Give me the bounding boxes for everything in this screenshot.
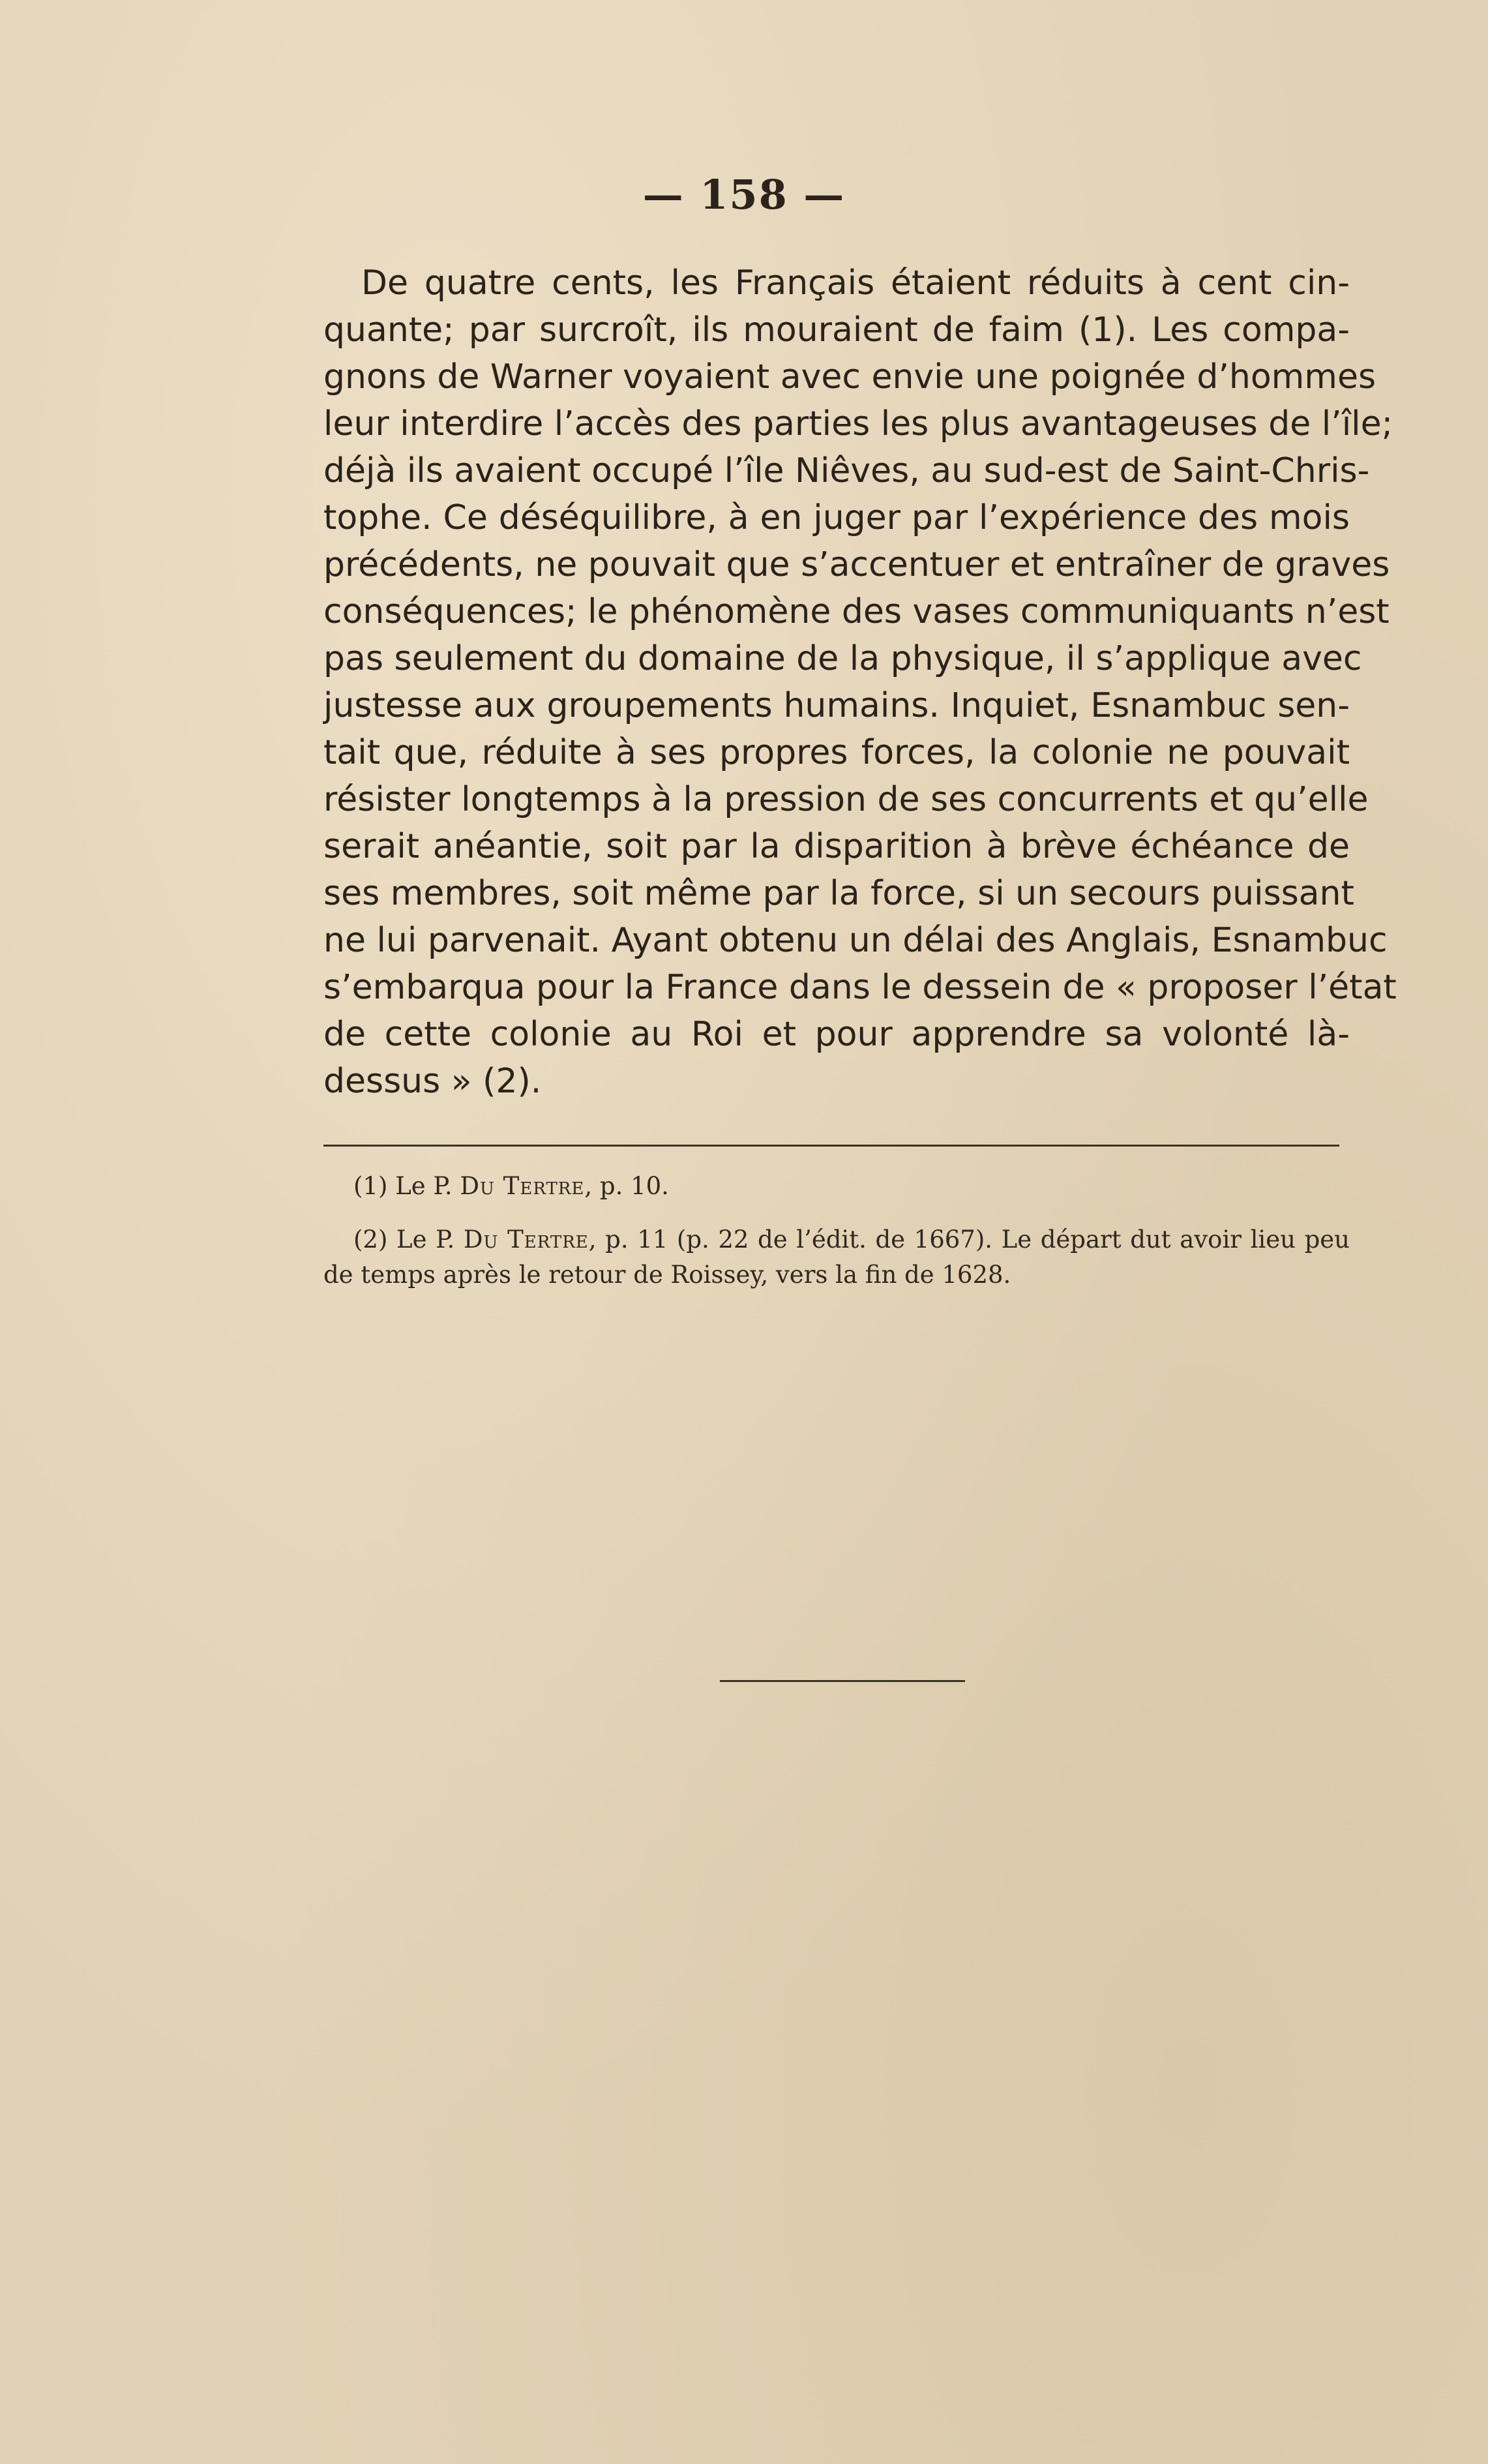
body-line: leur interdire l’accès des parties les plus avantageuses de l’île; <box>323 404 1393 443</box>
body-line: serait anéantie, soit par la disparition à brève échéance de <box>323 827 1350 866</box>
body-line: s’embarqua pour la France dans le dessein de « proposer l’état <box>323 968 1397 1007</box>
end-rule <box>720 1680 965 1682</box>
footnote-suffix: , p. 10. <box>584 1172 669 1200</box>
body-line: ses membres, soit même par la force, si un secours puissant <box>323 874 1354 913</box>
body-line: gnons de Warner voyaient avec envie une poignée d’hommes <box>323 357 1376 397</box>
body-line: tophe. Ce déséquilibre, à en juger par l’expérience des mois <box>323 498 1350 537</box>
body-paragraph <box>323 260 1397 1105</box>
footnote-prefix: Le P. <box>396 1225 455 1254</box>
footnote-2-line-1 <box>323 1222 1350 1257</box>
footnote-suffix: , p. 11 (p. 22 de l’édit. de 1667). Le départ dut avoir lieu peu <box>588 1225 1350 1254</box>
body-line: dessus » (2). <box>323 1062 542 1101</box>
footnotes <box>323 1169 1350 1293</box>
body-line: ne lui parvenait. Ayant obtenu un délai des Anglais, Esnambuc <box>323 921 1388 960</box>
body-line: quante; par surcroît, ils mouraient de faim (1). Les compa- <box>323 310 1350 350</box>
body-line: pas seulement du domaine de la physique, il s’applique avec <box>323 639 1362 678</box>
body-line: résister longtemps à la pression de ses concurrents et qu’elle <box>323 780 1369 819</box>
footnote-2-line-2: de temps après le retour de Roissey, vers la fin de 1628. <box>323 1261 1011 1289</box>
footnote-author-du: Du <box>463 1225 499 1254</box>
body-line: de cette colonie au Roi et pour apprendre sa volonté là- <box>323 1015 1350 1054</box>
footnote-1 <box>323 1169 1350 1204</box>
body-line: tait que, réduite à ses propres forces, la colonie ne pouvait <box>323 733 1350 772</box>
footnote-author: Du Tertre <box>460 1172 585 1200</box>
footnote-marker: (2) <box>353 1225 388 1254</box>
footnote-marker: (1) <box>353 1172 388 1200</box>
page-number: — 158 — <box>642 171 846 218</box>
body-line: déjà ils avaient occupé l’île Niêves, au sud-est de Saint-Chris- <box>323 451 1370 490</box>
footnote-separator <box>323 1145 1339 1147</box>
footnote-author: Tertre <box>507 1225 589 1254</box>
body-line: conséquences; le phénomène des vases communiquants n’est <box>323 592 1390 631</box>
body-line: De quatre cents, les Français étaient réduits à cent cin- <box>361 263 1350 303</box>
body-line: précédents, ne pouvait que s’accentuer et entraîner de graves <box>323 545 1390 584</box>
body-line: justesse aux groupements humains. Inquiet, Esnambuc sen- <box>323 686 1350 725</box>
footnote-prefix: Le P. <box>395 1172 453 1200</box>
